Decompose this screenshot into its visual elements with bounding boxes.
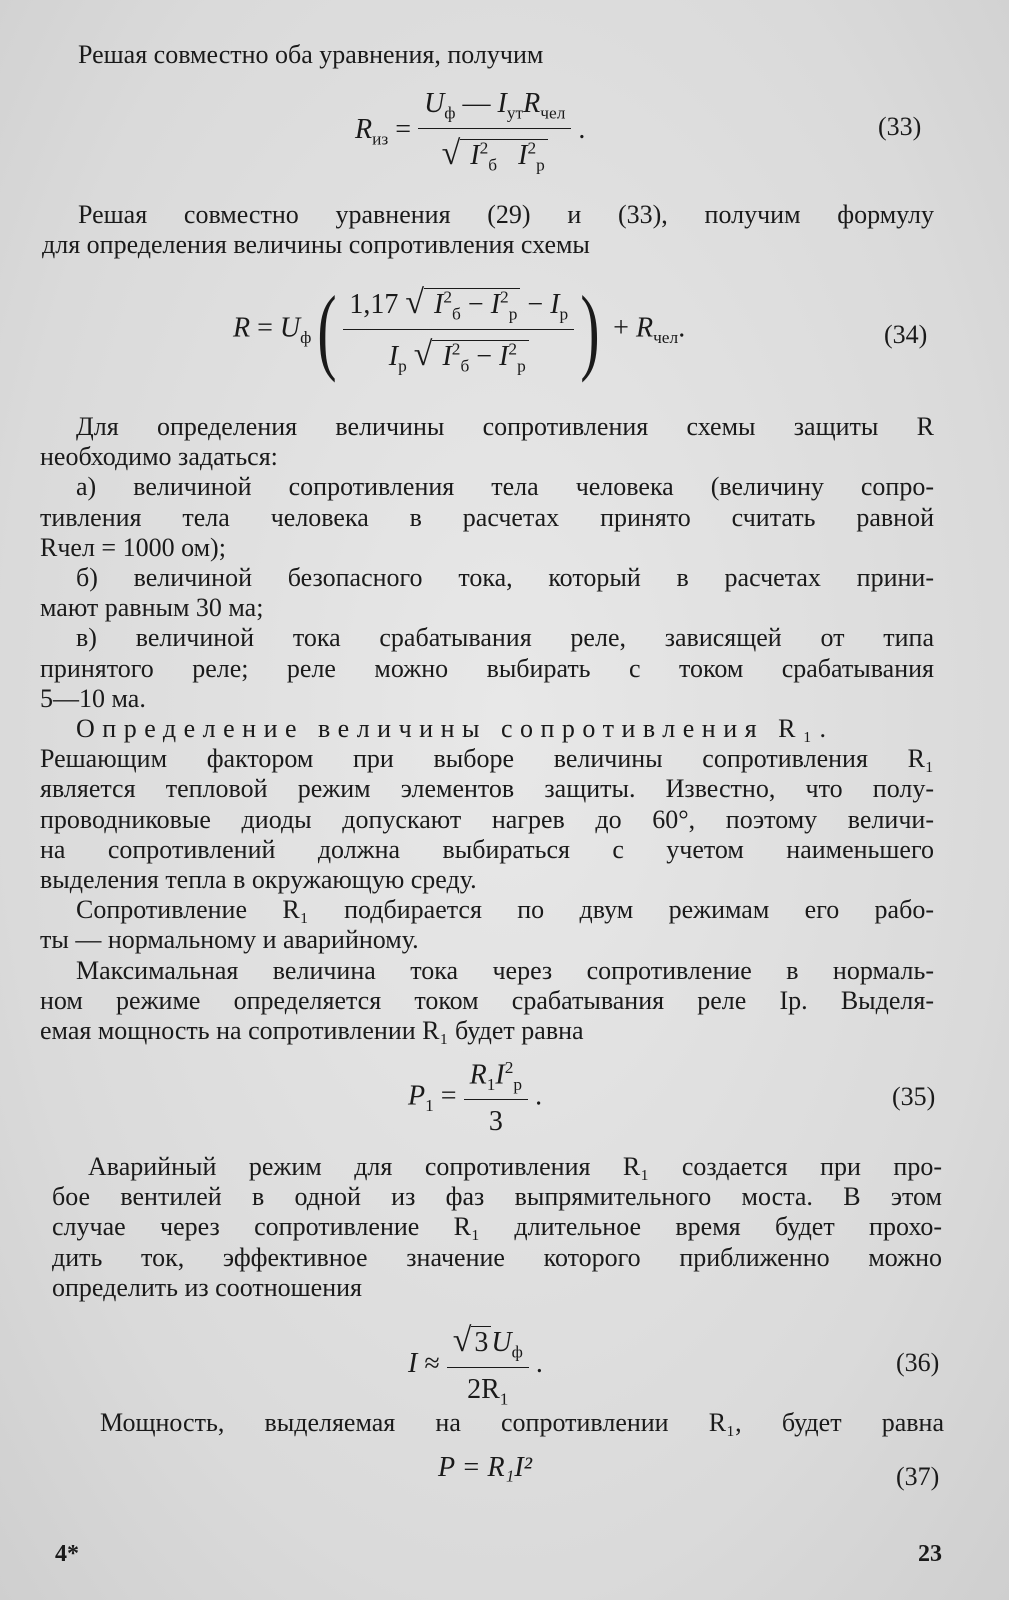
eq-subscript: б: [460, 356, 470, 376]
eq-radicand: 3: [471, 1326, 491, 1358]
text-line: для определения величины сопротивления схемы: [42, 230, 590, 260]
text-line: случае через сопротивление R₁ длительное время будет прохо-: [52, 1212, 942, 1242]
numerator: [447, 1322, 529, 1367]
text-line: Мощность, выделяемая на сопротивлении R₁, будет равна: [100, 1408, 944, 1437]
eq-subscript: р: [517, 356, 526, 376]
eq-symbol: P: [408, 1080, 426, 1112]
eq-symbol: I: [442, 340, 452, 372]
text-line: в) величиной тока срабатывания реле, зависящей от типа: [76, 623, 934, 653]
page-number: 23: [918, 1541, 942, 1567]
eq-subscript: р: [559, 304, 569, 324]
text-line: определить из соотношения: [52, 1272, 362, 1302]
eq-operator: ≈: [424, 1348, 440, 1380]
paragraph-1: [42, 40, 942, 70]
eq-symbol: R: [233, 312, 251, 344]
fraction: [464, 1058, 529, 1138]
eq-subscript: р: [536, 155, 545, 175]
text-line: мают равным 30 ма;: [40, 593, 264, 623]
eq-symbol: I: [499, 340, 509, 372]
eq-symbol: U: [279, 312, 301, 344]
fraction: [447, 1322, 529, 1409]
text-line: Для определения величины сопротивления схемы защиты R: [76, 412, 934, 441]
paren-right: ): [580, 276, 600, 383]
eq-symbol: 2R: [467, 1373, 500, 1405]
denominator: [343, 329, 574, 377]
denominator: [447, 1367, 529, 1410]
eq-symbol: R: [355, 114, 373, 146]
equation-number-36: (36): [896, 1348, 940, 1377]
eq-symbol: I: [388, 340, 399, 372]
text-line: принятого реле; реле можно выбирать с током срабатывания: [40, 653, 934, 683]
text-line: б) величиной безопасного тока, который в расчетах прини-: [76, 563, 934, 593]
eq-operator: —: [455, 88, 498, 119]
text-line: Сопротивление R₁ подбирается по двум режимам его рабо-: [76, 895, 934, 925]
numerator: $R_1I^2_р$: [469, 1058, 523, 1094]
eq-symbol: U: [424, 88, 445, 119]
sqrt: √ 3: [453, 1322, 492, 1360]
sqrt: √ $I^2_б - I^2_р$: [405, 284, 520, 325]
eq-subscript: 1: [486, 1074, 496, 1094]
text-line: Аварийный режим для сопротивления R₁ создается при про-: [88, 1152, 942, 1181]
paragraph-2: [42, 200, 934, 260]
signature-mark: 4*: [55, 1541, 79, 1567]
eq-subscript: р: [513, 1074, 523, 1094]
denominator: [418, 128, 571, 176]
sqrt: √ $I^2_б$ $I^2_р$: [442, 135, 548, 176]
text-line: ном режиме определяется током срабатывания реле Iр. Выделя-: [40, 985, 934, 1015]
eq-subscript: ф: [511, 1342, 523, 1362]
eq-symbol: I: [434, 288, 444, 320]
equation-34: $R = U_ф$( $\frac{1,17 √ I^2_б - I^2_р - I_р}{I_р √ I^2_б - I^2_р}$ ) + $R_{чел}$.: [233, 276, 686, 383]
text-line: Решающим фактором при выборе величины сопротивления R₁: [40, 744, 934, 774]
eq-symbol: R: [523, 88, 541, 119]
eq-subscript: 1: [499, 1389, 509, 1409]
text-line: ты — нормальному и аварийному.: [40, 925, 419, 955]
eq-symbol: R: [469, 1059, 487, 1091]
denominator: 3: [464, 1099, 529, 1138]
eq-symbol: I: [470, 139, 480, 171]
text-line: емая мощность на сопротивлении R₁ будет равна: [40, 1016, 584, 1046]
paragraph-3: [40, 412, 934, 1046]
numerator: [418, 88, 571, 128]
equation-33: $R_{из}$ = $\frac{U_ф — I_{ут}R_{чел}}{√ I^2_б I^2_р}$ .: [355, 88, 586, 175]
eq-subscript: чел: [653, 328, 679, 348]
eq-subscript: из: [372, 129, 389, 149]
text-line: дить ток, эффективное значение которого приближенно можно: [52, 1242, 942, 1272]
text-line: тивления тела человека в расчетах принято считать равной: [40, 502, 934, 532]
eq-subscript: ф: [300, 328, 312, 348]
eq-subscript: р: [398, 356, 407, 376]
paragraph-8: [64, 1408, 944, 1438]
equation-number-34: (34): [884, 320, 928, 349]
eq-subscript: чел: [540, 103, 566, 123]
text-line: бое вентилей в одной из фаз выпрямительного моста. В этом: [52, 1182, 942, 1212]
text-line: Максимальная величина тока через сопротивление в нормаль-: [76, 955, 934, 985]
eq-subscript: б: [488, 155, 498, 175]
fraction: [343, 284, 574, 376]
eq-symbol: I: [408, 1348, 418, 1380]
equation-37: P = R₁I²: [438, 1452, 533, 1483]
eq-subscript: ф: [444, 103, 456, 123]
eq-coefficient: 1,17: [349, 288, 399, 320]
eq-symbol: I: [490, 288, 501, 320]
eq-subscript: 1: [425, 1095, 434, 1115]
text-line: проводниковые диоды допускают нагрев до 60°, поэтому величи-: [40, 804, 934, 834]
eq-symbol: R: [635, 312, 654, 344]
eq-symbol: I: [495, 1059, 505, 1091]
equation-number-33: (33): [878, 112, 922, 141]
eq-symbol: U: [491, 1327, 512, 1358]
paren-left: (: [317, 276, 337, 383]
text-line: Решая совместно оба уравнения, получим: [78, 40, 544, 69]
paragraph-7: [52, 1152, 942, 1303]
equation-36: I ≈ $\frac{√ 3 U_ф}{2R_1}$ .: [408, 1322, 543, 1409]
eq-subscript: р: [508, 304, 518, 324]
text-line: 5—10 ма.: [40, 683, 146, 713]
text-line: а) величиной сопротивления тела человека (величину сопро-: [76, 472, 934, 502]
equation-number-37: (37): [896, 1462, 940, 1491]
text-line: Решая совместно уравнения (29) и (33), получим формулу: [78, 200, 934, 229]
text-line: на сопротивлений должна выбираться с учетом наименьшего: [40, 834, 934, 864]
equation-number-35: (35): [892, 1082, 936, 1111]
text-line: необходимо задаться:: [40, 442, 278, 472]
text-line: выделения тепла в окружающую среду.: [40, 865, 477, 895]
numerator: 1,17 √ $I^2_б - I^2_р - I_р$: [349, 283, 569, 324]
fraction: [418, 88, 571, 175]
eq-symbol: I: [497, 88, 507, 119]
section-heading: Определение величины сопротивления R₁.: [76, 714, 834, 744]
equation-35: $P_1$ = $\frac{R_1I^2_р}{3}$ .: [408, 1058, 543, 1137]
eq-subscript: б: [452, 304, 461, 324]
sqrt: √ $I^2_б - I^2_р$: [414, 336, 529, 377]
eq-subscript: ут: [506, 103, 524, 123]
text-line: является тепловой режим элементов защиты. Известно, что полу-: [40, 774, 934, 804]
eq-symbol: I: [518, 139, 528, 171]
eq-symbol: I: [550, 288, 560, 320]
text-line: Rчел = 1000 ом);: [40, 532, 226, 562]
